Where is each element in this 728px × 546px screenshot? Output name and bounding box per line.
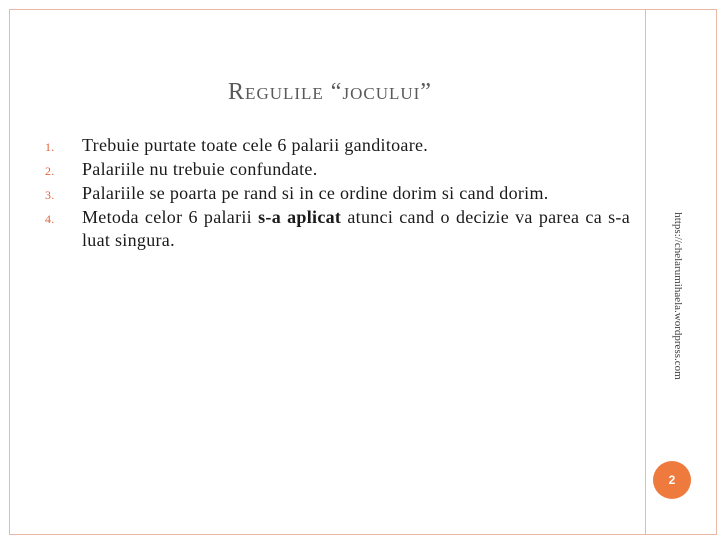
list-item-number: 3. <box>45 188 55 202</box>
list-item-text-after: atunci cand o decizie va parea ca s-a luat singura. <box>82 207 630 250</box>
list-item <box>30 158 630 181</box>
list-item-text: Palariile nu trebuie confundate. <box>82 159 318 179</box>
list-item-text-bold: s-a aplicat <box>258 207 342 227</box>
list-item-number: 4. <box>45 212 55 226</box>
list-item-text: Palariile se poarta pe rand si in ce ordine dorim si cand dorim. <box>82 183 549 203</box>
list-item-text-before: Metoda celor 6 palarii <box>82 207 259 227</box>
list-item <box>30 134 630 157</box>
list-item-text: Trebuie purtate toate cele 6 palarii ganditoare. <box>82 135 429 155</box>
side-url-link[interactable]: https://chelarumihaela.wordpress.com <box>672 212 684 380</box>
rules-list <box>30 134 630 253</box>
list-item <box>30 206 630 252</box>
list-item-number: 1. <box>45 140 55 154</box>
slide-title: Regulile “jocului” <box>228 79 432 105</box>
list-item-number: 2. <box>45 164 55 178</box>
page-number-badge: 2 <box>653 461 691 499</box>
list-item <box>30 182 630 205</box>
